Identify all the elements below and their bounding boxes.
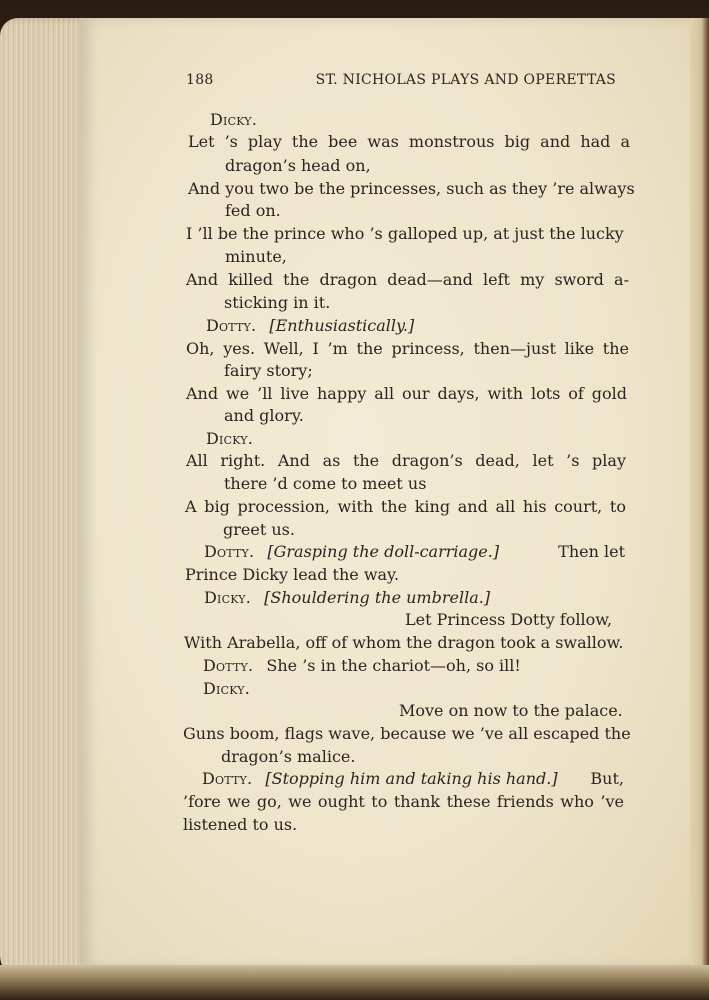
verse-line: Let Princess Dotty follow, [405, 610, 613, 629]
verse-line: fed on. [225, 201, 281, 220]
running-title: ST. NICHOLAS PLAYS AND OPERETTAS [315, 72, 616, 88]
verse-line: And we ’ll live happy all our days, with lots of gold [186, 384, 627, 403]
verse-line: And you two be the princesses, such as they ’re always [188, 179, 635, 198]
verse-line: fairy story; [224, 361, 313, 380]
speaker-dotty: Dotty. [206, 316, 257, 335]
verse-line: Let ’s play the bee was monstrous big and had a [188, 132, 630, 151]
verse-line: there ’d come to meet us [224, 474, 427, 493]
verse-line: Prince Dicky lead the way. [185, 565, 400, 584]
speech-heading-dotty [204, 542, 625, 562]
verse-line: ’fore we go, we ought to thank these friends who ’ve [183, 792, 624, 811]
speaker-dicky: Dicky. [204, 588, 252, 607]
verse-line: Guns boom, flags wave, because we ’ve all escaped the [183, 724, 631, 743]
speaker-dicky: Dicky. [203, 679, 251, 698]
stage-direction: [Grasping the doll-carriage.] [267, 542, 500, 561]
verse-line: dragon’s malice. [221, 747, 356, 766]
verse-line: With Arabella, off of whom the dragon took a swallow. [184, 633, 624, 652]
speaker-dotty: Dotty. [204, 542, 255, 561]
verse-line: listened to us. [183, 815, 298, 834]
page-number: 188 [186, 72, 214, 88]
stage-direction: [Enthusiastically.] [269, 316, 415, 335]
verse-fragment: She ’s in the chariot—oh, so ill! [266, 656, 521, 675]
speech-heading-dotty [206, 316, 414, 336]
verse-line: dragon’s head on, [225, 156, 371, 175]
speech-heading-dotty [203, 656, 521, 676]
stage-direction: [Stopping him and taking his hand.] [265, 769, 558, 788]
speaker-dotty: Dotty. [203, 656, 254, 675]
stage-direction: [Shouldering the umbrella.] [264, 588, 491, 607]
verse-line: All right. And as the dragon’s dead, let ’s play [186, 451, 626, 470]
speech-heading-dicky [204, 588, 490, 608]
verse-line: and glory. [224, 406, 304, 425]
verse-line: A big procession, with the king and all his court, to [185, 497, 626, 516]
speaker-dicky: Dicky. [206, 429, 254, 448]
verse-line: sticking in it. [224, 293, 331, 312]
verse-line: Oh, yes. Well, I ’m the princess, then—just like the [186, 339, 629, 358]
speech-heading-dotty [202, 769, 624, 789]
verse-line: Move on now to the palace. [399, 701, 623, 720]
verse-fragment: But, [590, 769, 624, 788]
speaker-dotty: Dotty. [202, 769, 253, 788]
verse-line: greet us. [223, 520, 295, 539]
verse-line: I ’ll be the prince who ’s galloped up, at just the lucky [186, 224, 624, 243]
speaker-dicky: Dicky. [210, 110, 258, 129]
verse-line: minute, [225, 247, 287, 266]
verse-line: And killed the dragon dead—and left my sword a- [186, 270, 629, 289]
verse-fragment: Then let [558, 542, 625, 561]
